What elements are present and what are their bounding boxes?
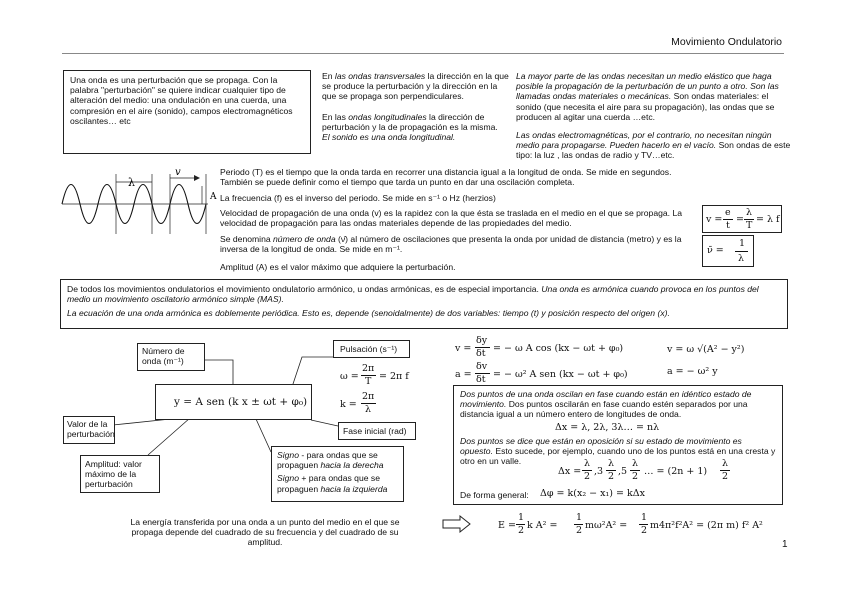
sign-right bbox=[277, 450, 398, 470]
opp-f2: λ bbox=[608, 458, 615, 469]
harmonic-box bbox=[60, 279, 788, 329]
opp-d4: 2 bbox=[722, 471, 729, 482]
kv-den: δt bbox=[476, 348, 486, 359]
amplitude-definition: Amplitud (A) es el valor máximo que adquiere la perturbación. bbox=[220, 262, 456, 272]
harmonic-p1b: Una onda es armónica cuando provoca en los puntos del medio un movimiento oscilatorio armónico simple (MAS). bbox=[67, 284, 759, 305]
transversal-b: las ondas transversales bbox=[334, 71, 426, 81]
omega-num: 2π bbox=[362, 363, 375, 374]
kv-lhs: v = bbox=[455, 343, 472, 354]
in-phase-text bbox=[460, 389, 776, 420]
vf-eq: = bbox=[736, 214, 744, 225]
mechanical-b: Son ondas materiales: el sonido (que necesita el aire para su propagación), las ondas que se producen al agitar una cuerda …etc. bbox=[516, 91, 775, 122]
vf-lam: λ bbox=[746, 207, 753, 218]
en-h2d: 2 bbox=[576, 525, 583, 536]
omega-lhs: ω = bbox=[340, 371, 359, 382]
general-label: De forma general: bbox=[460, 490, 529, 500]
equation-connectors bbox=[0, 0, 450, 200]
en-h1d: 2 bbox=[518, 525, 525, 536]
wavenumber-c: (ν̄) al número de oscilaciones que presenta la onda por unidad de distancia (metro) y es la inversa de la longitud de onda. Se mide en m⁻¹. bbox=[220, 234, 682, 255]
perturbation-label-box bbox=[63, 416, 115, 444]
phase-box bbox=[453, 385, 783, 505]
transversal-a: En bbox=[322, 71, 335, 81]
in-phase-b: Dos puntos oscilarán en fase cuando estén separados por una distancia igual a un número entero de longitudes de onda. bbox=[460, 399, 748, 420]
wavenumber-b: número de onda bbox=[273, 234, 336, 244]
sign-box bbox=[271, 446, 404, 502]
ka-den: δt bbox=[476, 374, 486, 385]
longitudinal-a: En las bbox=[322, 112, 349, 122]
harmonic-p2: La ecuación de una onda armónica es doblemente periódica. Esto es, depende (senoidalmente) de dos variables: tiempo (t) y posición respecto del origen (x). bbox=[67, 308, 670, 319]
wavenumber-formula-box bbox=[702, 235, 754, 267]
ka-rhs: = − ω² A sen (kx − ωt + φ₀) bbox=[493, 369, 628, 380]
wave-definition-text: Una onda es una perturbación que se propaga. Con la palabra "perturbación" se quiere indicar cualquier tipo de alteración del medio: una ondulación en una cuerda, una compresión en el aire (sonido), campos electromagnéticos oscilantes… etc bbox=[70, 75, 293, 126]
en-h2n: 1 bbox=[576, 512, 583, 523]
em-text bbox=[516, 130, 791, 161]
en-t3: m4π²f²A² = (2π m) f² A² bbox=[650, 520, 763, 531]
opposition-a: Dos puntos se dice que están en oposición si su estado de movimiento es opuesto. bbox=[460, 435, 742, 457]
omega-den: T bbox=[365, 376, 372, 387]
main-equation: y = A sen (k x ± ωt + φ₀) bbox=[174, 396, 308, 408]
en-h1n: 1 bbox=[518, 512, 525, 523]
vf-rhs: = λ f bbox=[756, 214, 780, 225]
k-lhs: k = bbox=[340, 399, 357, 410]
opposition-b: Esto sucede, por ejemplo, cuando uno de los puntos está en una cresta y otro en un valle. bbox=[460, 446, 776, 467]
opposition-equation bbox=[558, 458, 778, 484]
amp-label: A bbox=[210, 192, 217, 202]
general-equation: Δφ = k(x₂ − x₁) = kΔx bbox=[540, 488, 645, 499]
k-den: λ bbox=[365, 404, 372, 415]
in-phase-eq: Δx = λ, 2λ, 3λ… = nλ bbox=[555, 421, 660, 433]
harmonic-p1a: De todos los movimientos ondulatorios el movimiento ondulatorio armónico, u ondas armónicas, es de especial importancia. bbox=[67, 284, 542, 294]
opp-rhs: … = (2n + 1) bbox=[644, 466, 708, 477]
v-label: v bbox=[175, 167, 181, 178]
mechanical-a: La mayor parte de las ondas necesitan un medio elástico que haga posible la propagación de la perturbación de un punto a otro. Son las llamadas ondas materiales o mecánicas. bbox=[516, 71, 779, 102]
connector-amplitude bbox=[148, 418, 190, 455]
en-t1: k A² = bbox=[527, 520, 558, 531]
vf-T: T bbox=[746, 220, 753, 231]
wf-bar bbox=[735, 251, 748, 252]
connector-phase bbox=[311, 420, 338, 426]
en-h3d: 2 bbox=[641, 525, 648, 536]
velocity-definition: Velocidad de propagación de una onda (v) es la rapidez con la que ésta se traslada en el medio en el que se propaga. La velocidad de propagación para las ondas materiales depende de las propiedades del medio. bbox=[220, 208, 682, 229]
sign-left bbox=[277, 473, 398, 493]
page-title: Movimiento Ondulatorio bbox=[671, 36, 782, 48]
sign-b3: hacia la izquierda bbox=[320, 483, 388, 494]
kv-rhs: = − ω A cos (kx − ωt + φ₀) bbox=[493, 343, 624, 354]
harmonic-p1 bbox=[67, 284, 781, 304]
vf-t: t bbox=[726, 220, 730, 231]
wavenumber-label: Número de onda (m⁻¹) bbox=[142, 346, 185, 367]
opp-d3: 2 bbox=[632, 471, 639, 482]
opp-d2: 2 bbox=[608, 471, 615, 482]
in-phase-a: Dos puntos de una onda oscilan en fase cuando están en idéntico estado de movimiento. bbox=[460, 389, 752, 410]
en-h3n: 1 bbox=[641, 512, 648, 523]
lambda-label: λ bbox=[128, 176, 135, 189]
opp-d1: 2 bbox=[584, 471, 591, 482]
connector-sign bbox=[256, 419, 271, 452]
omega-formula bbox=[340, 363, 430, 389]
en-lhs: E = bbox=[498, 520, 516, 531]
sound-text: El sonido es una onda longitudinal. bbox=[322, 132, 456, 143]
wavenumber-label-box bbox=[137, 343, 205, 371]
sign-b2: + para ondas que se propaguen bbox=[277, 473, 380, 494]
opp-lhs: Δx = bbox=[558, 466, 582, 477]
pulsation-label: Pulsación (s⁻¹) bbox=[340, 344, 398, 354]
energy-text: La energía transferida por una onda a un punto del medio en el que se propaga depende del cuadrado de su frecuencia y del cuadrado de su amplitud. bbox=[130, 517, 400, 548]
sign-a3: hacia la derecha bbox=[320, 460, 384, 471]
page-number: 1 bbox=[782, 539, 788, 550]
sign-b1: Signo bbox=[277, 473, 299, 484]
transversal-c: la dirección en la que se produce la perturbación y la dirección en la que se propaga son perpendiculares. bbox=[322, 71, 509, 102]
em-b: Son ondas de este tipo: la luz , las ondas de radio y TV…etc. bbox=[516, 140, 791, 161]
longitudinal-b: ondas longitudinales bbox=[348, 112, 427, 122]
energy-arrow-icon bbox=[442, 516, 472, 532]
omega-rhs: = 2π f bbox=[379, 371, 409, 382]
opp-f4: λ bbox=[722, 458, 729, 469]
opp-f1: λ bbox=[584, 458, 591, 469]
wf-den: λ bbox=[738, 253, 745, 264]
k-num: 2π bbox=[362, 391, 375, 402]
sign-a2: - para ondas que se propaguen bbox=[277, 450, 378, 471]
phase-label: Fase inicial (rad) bbox=[343, 426, 407, 436]
en-t2: mω²A² = bbox=[585, 520, 628, 531]
opp-f3: λ bbox=[632, 458, 639, 469]
amplitude-label-box bbox=[80, 455, 160, 493]
sign-a1: Signo bbox=[277, 450, 299, 460]
ka-lhs: a = bbox=[455, 369, 472, 380]
phase-label-box bbox=[338, 422, 416, 440]
frequency-definition: La frecuencia (f) es el inverso del periodo. Se mide en s⁻¹ o Hz (herzios) bbox=[220, 193, 496, 203]
velocity-derivative bbox=[455, 335, 655, 361]
opp-c1: ,3 bbox=[594, 466, 604, 477]
acceleration-derivative bbox=[455, 361, 655, 385]
ka-num: δv bbox=[476, 361, 488, 372]
vf-e: e bbox=[725, 207, 731, 218]
energy-equation bbox=[498, 511, 763, 541]
longitudinal-c: la dirección de perturbación y la de propagación es la misma. bbox=[322, 112, 498, 133]
kv-num: δy bbox=[476, 335, 488, 346]
velocity-max: v = ω √(A² − y²) bbox=[667, 344, 745, 355]
main-equation-box bbox=[155, 384, 312, 420]
amplitude-label: Amplitud: valor máximo de la perturbación bbox=[85, 459, 142, 490]
perturbation-label: Valor de la perturbación bbox=[67, 419, 115, 440]
wf-num: 1 bbox=[739, 238, 746, 249]
mechanical-text bbox=[516, 71, 788, 122]
vf-lhs: v = bbox=[706, 214, 723, 225]
opp-c2: ,5 bbox=[618, 466, 628, 477]
k-formula bbox=[340, 391, 400, 417]
em-a: Las ondas electromagnéticas, por el contrario, no necesitan ningún medio para propagarse. Pueden hacerlo en el vacío. bbox=[516, 130, 772, 151]
wavenumber-definition bbox=[220, 234, 690, 254]
period-definition: Periodo (T) es el tiempo que la onda tarda en recorrer una distancia igual a la longitud de onda. Se mide en segundos. También se puede definir como el tiempo que tarda un punto en dar una oscilación completa. bbox=[220, 167, 672, 188]
wavenumber-a: Se denomina bbox=[220, 234, 274, 244]
pulsation-label-box bbox=[333, 340, 410, 358]
velocity-formula-box bbox=[702, 205, 782, 233]
wf-lhs: ν̄ = bbox=[707, 245, 724, 256]
acceleration-max: a = − ω² y bbox=[667, 366, 718, 377]
